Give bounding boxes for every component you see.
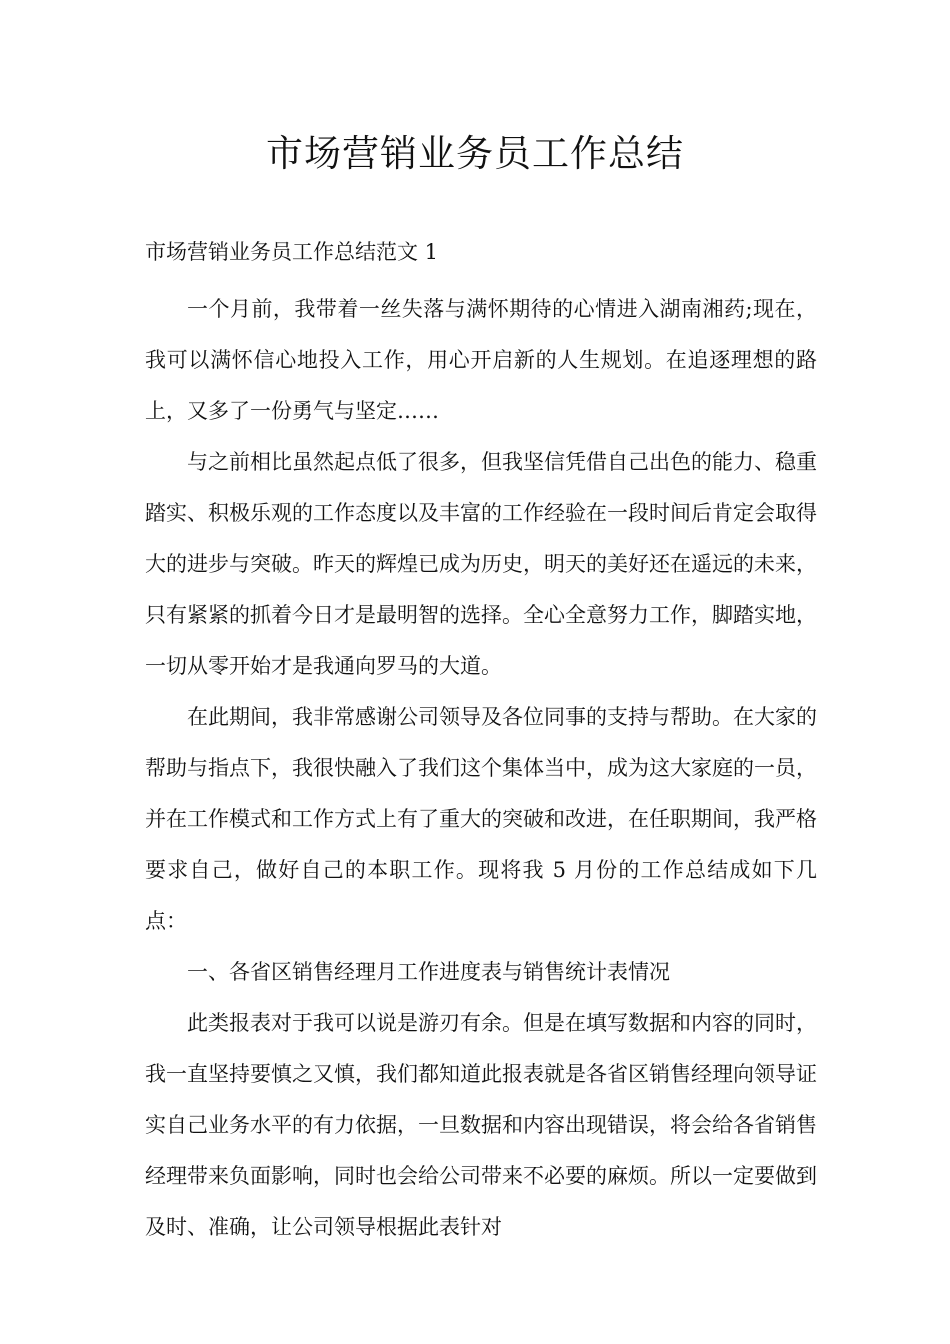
paragraph: 在此期间，我非常感谢公司领导及各位同事的支持与帮助。在大家的帮助与指点下，我很快融入了我们这个集体当中，成为这大家庭的一员，并在工作模式和工作方式上有了重大的突破和改进，在任职期间，我严格要求自己，做好自己的本职工作。现将我 5 月份的工作总结成如下几点： xyxy=(145,705,817,933)
document-body xyxy=(145,284,817,1253)
paragraph: 此类报表对于我可以说是游刃有余。但是在填写数据和内容的同时，我一直坚持要慎之又慎，我们都知道此报表就是各省区销售经理向领导证实自己业务水平的有力依据，一旦数据和内容出现错误，将会给各省销售经理带来负面影响，同时也会给公司带来不必要的麻烦。所以一定要做到及时、准确，让公司领导根据此表针对 xyxy=(145,1011,817,1239)
paragraph: 与之前相比虽然起点低了很多，但我坚信凭借自己出色的能力、稳重踏实、积极乐观的工作态度以及丰富的工作经验在一段时间后肯定会取得大的进步与突破。昨天的辉煌已成为历史，明天的美好还在遥远的未来，只有紧紧的抓着今日才是最明智的选择。全心全意努力工作，脚踏实地，一切从零开始才是我通向罗马的大道。 xyxy=(145,450,817,678)
document-subtitle: 市场营销业务员工作总结范文 1 xyxy=(145,240,439,264)
document-title: 市场营销业务员工作总结 xyxy=(266,132,684,175)
section-heading: 一、各省区销售经理月工作进度表与销售统计表情况 xyxy=(187,960,670,984)
paragraph: 一个月前，我带着一丝失落与满怀期待的心情进入湖南湘药;现在，我可以满怀信心地投入工作，用心开启新的人生规划。在追逐理想的路上，又多了一份勇气与坚定…… xyxy=(145,297,817,423)
